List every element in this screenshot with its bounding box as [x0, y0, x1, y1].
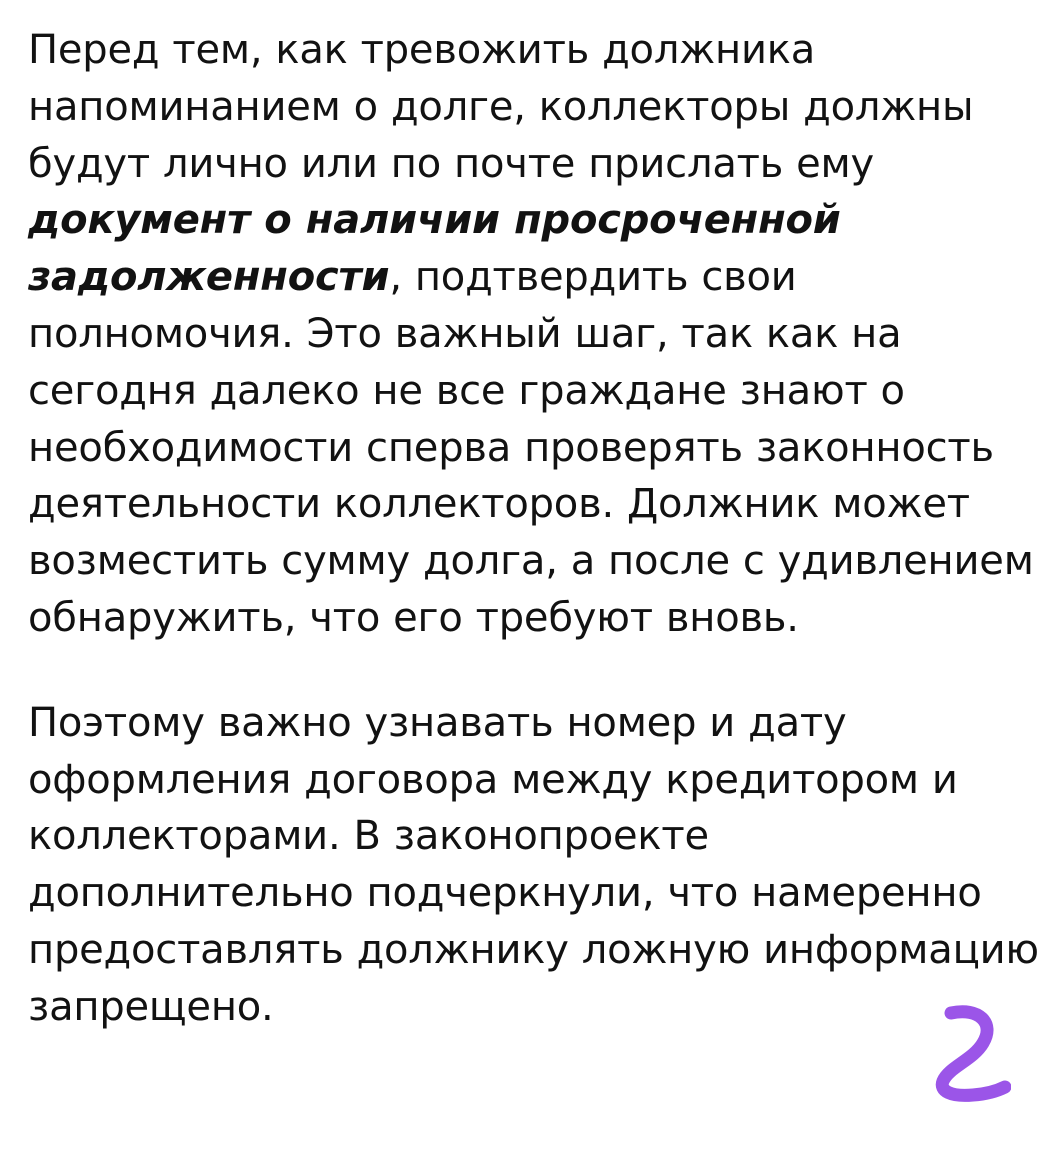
- paragraph-2-text: Поэтому важно узнавать номер и дату оформления договора между кредитором и коллекторами. В законопроекте дополнительно подчеркнули, что намеренно предоставлять должнику ложную информацию запрещено.: [28, 699, 1039, 1030]
- paragraph-1-emphasis: документ о наличии просроченной задолженности: [28, 197, 841, 301]
- paragraph-1-part-1: Перед тем, как тревожить должника напоминанием о долге, коллекторы должны будут лично или по почте прислать ему: [28, 27, 974, 187]
- paragraph-2: [28, 695, 1039, 1036]
- paragraph-1: [28, 22, 1039, 647]
- paragraph-1-part-2: , подтвердить свои полномочия. Это важный шаг, так как на сегодня далеко не все граждане знают о необходимости сперва проверять законность деятельности коллекторов. Должник может возместить сумму долга, а после с удивлением обнаружить, что его требуют вновь.: [28, 254, 1034, 641]
